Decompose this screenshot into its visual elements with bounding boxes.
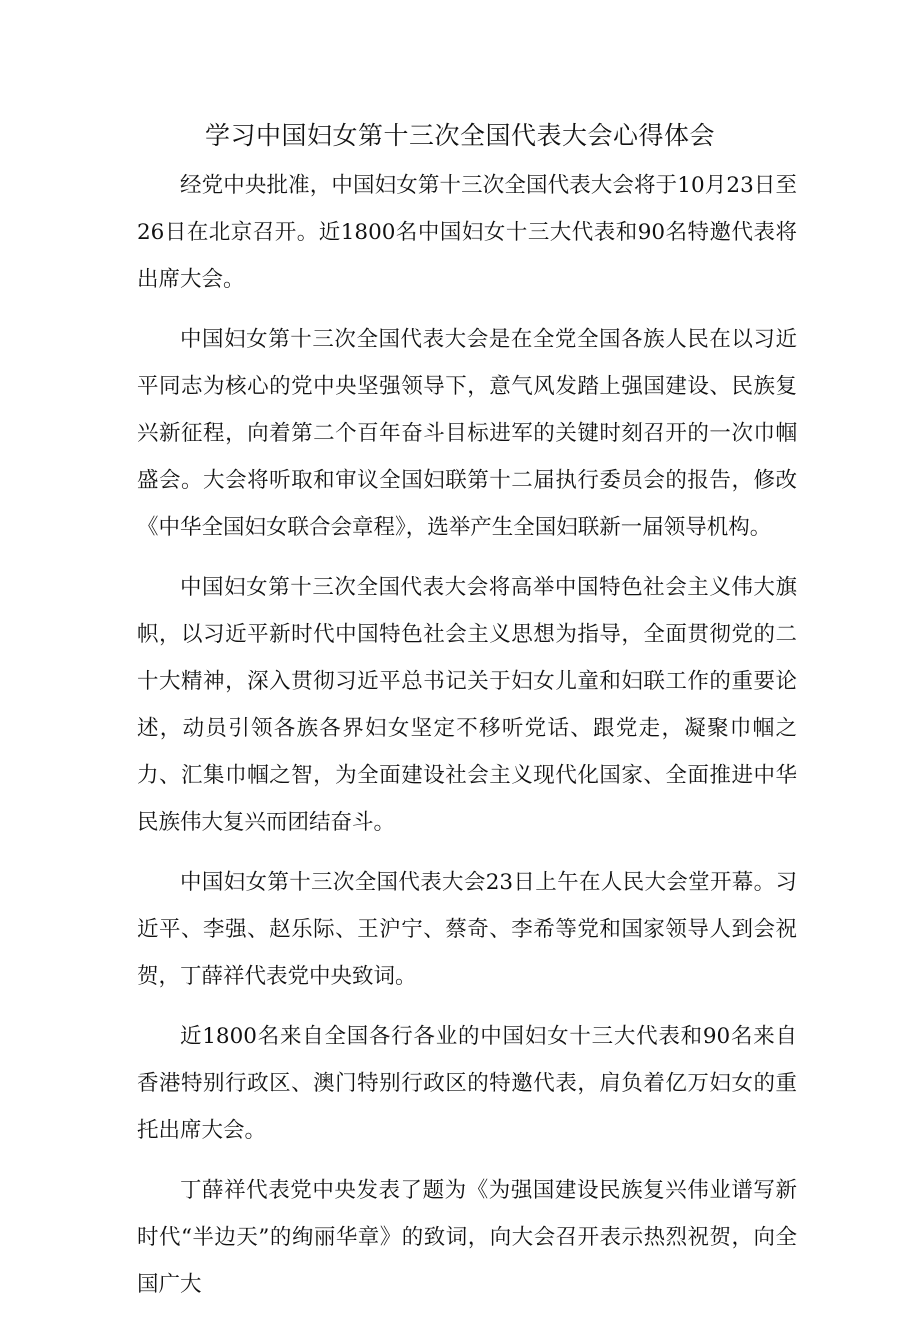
- paragraph-3: 中国妇女第十三次全国代表大会将高举中国特色社会主义伟大旗帜，以习近平新时代中国特色社会主义思想为指导，全面贯彻党的二十大精神，深入贯彻习近平总书记关于妇女儿童和妇联工作的重要论述，动员引领各族各界妇女坚定不移听党话、跟党走，凝聚巾帼之力、汇集巾帼之智，为全面建设社会主义现代化国家、全面推进中华民族伟大复兴而团结奋斗。: [137, 575, 797, 835]
- paragraph-1: 经党中央批准，中国妇女第十三次全国代表大会将于10月23日至26日在北京召开。近1800名中国妇女十三大代表和90名特邀代表将出席大会。: [137, 173, 797, 292]
- paragraph-2: 中国妇女第十三次全国代表大会是在全党全国各族人民在以习近平同志为核心的党中央坚强领导下，意气风发踏上强国建设、民族复兴新征程，向着第二个百年奋斗目标进军的关键时刻召开的一次巾帼盛会。大会将听取和审议全国妇联第十二届执行委员会的报告，修改《中华全国妇女联合会章程》，选举产生全国妇联新一届领导机构。: [137, 327, 797, 540]
- document-body: [137, 162, 797, 1321]
- paragraph-5: 近1800名来自全国各行各业的中国妇女十三大代表和90名来自香港特别行政区、澳门特别行政区的特邀代表，肩负着亿万妇女的重托出席大会。: [137, 1024, 797, 1143]
- paragraph-6: 丁薛祥代表党中央发表了题为《为强国建设民族复兴伟业谱写新时代“半边天”的绚丽华章》的致词，向大会召开表示热烈祝贺，向全国广大: [137, 1178, 797, 1297]
- document-title: 学习中国妇女第十三次全国代表大会心得体会: [204, 121, 715, 150]
- paragraph-4: 中国妇女第十三次全国代表大会23日上午在人民大会堂开幕。习近平、李强、赵乐际、王沪宁、蔡奇、李希等党和国家领导人到会祝贺，丁薛祥代表党中央致词。: [137, 870, 797, 989]
